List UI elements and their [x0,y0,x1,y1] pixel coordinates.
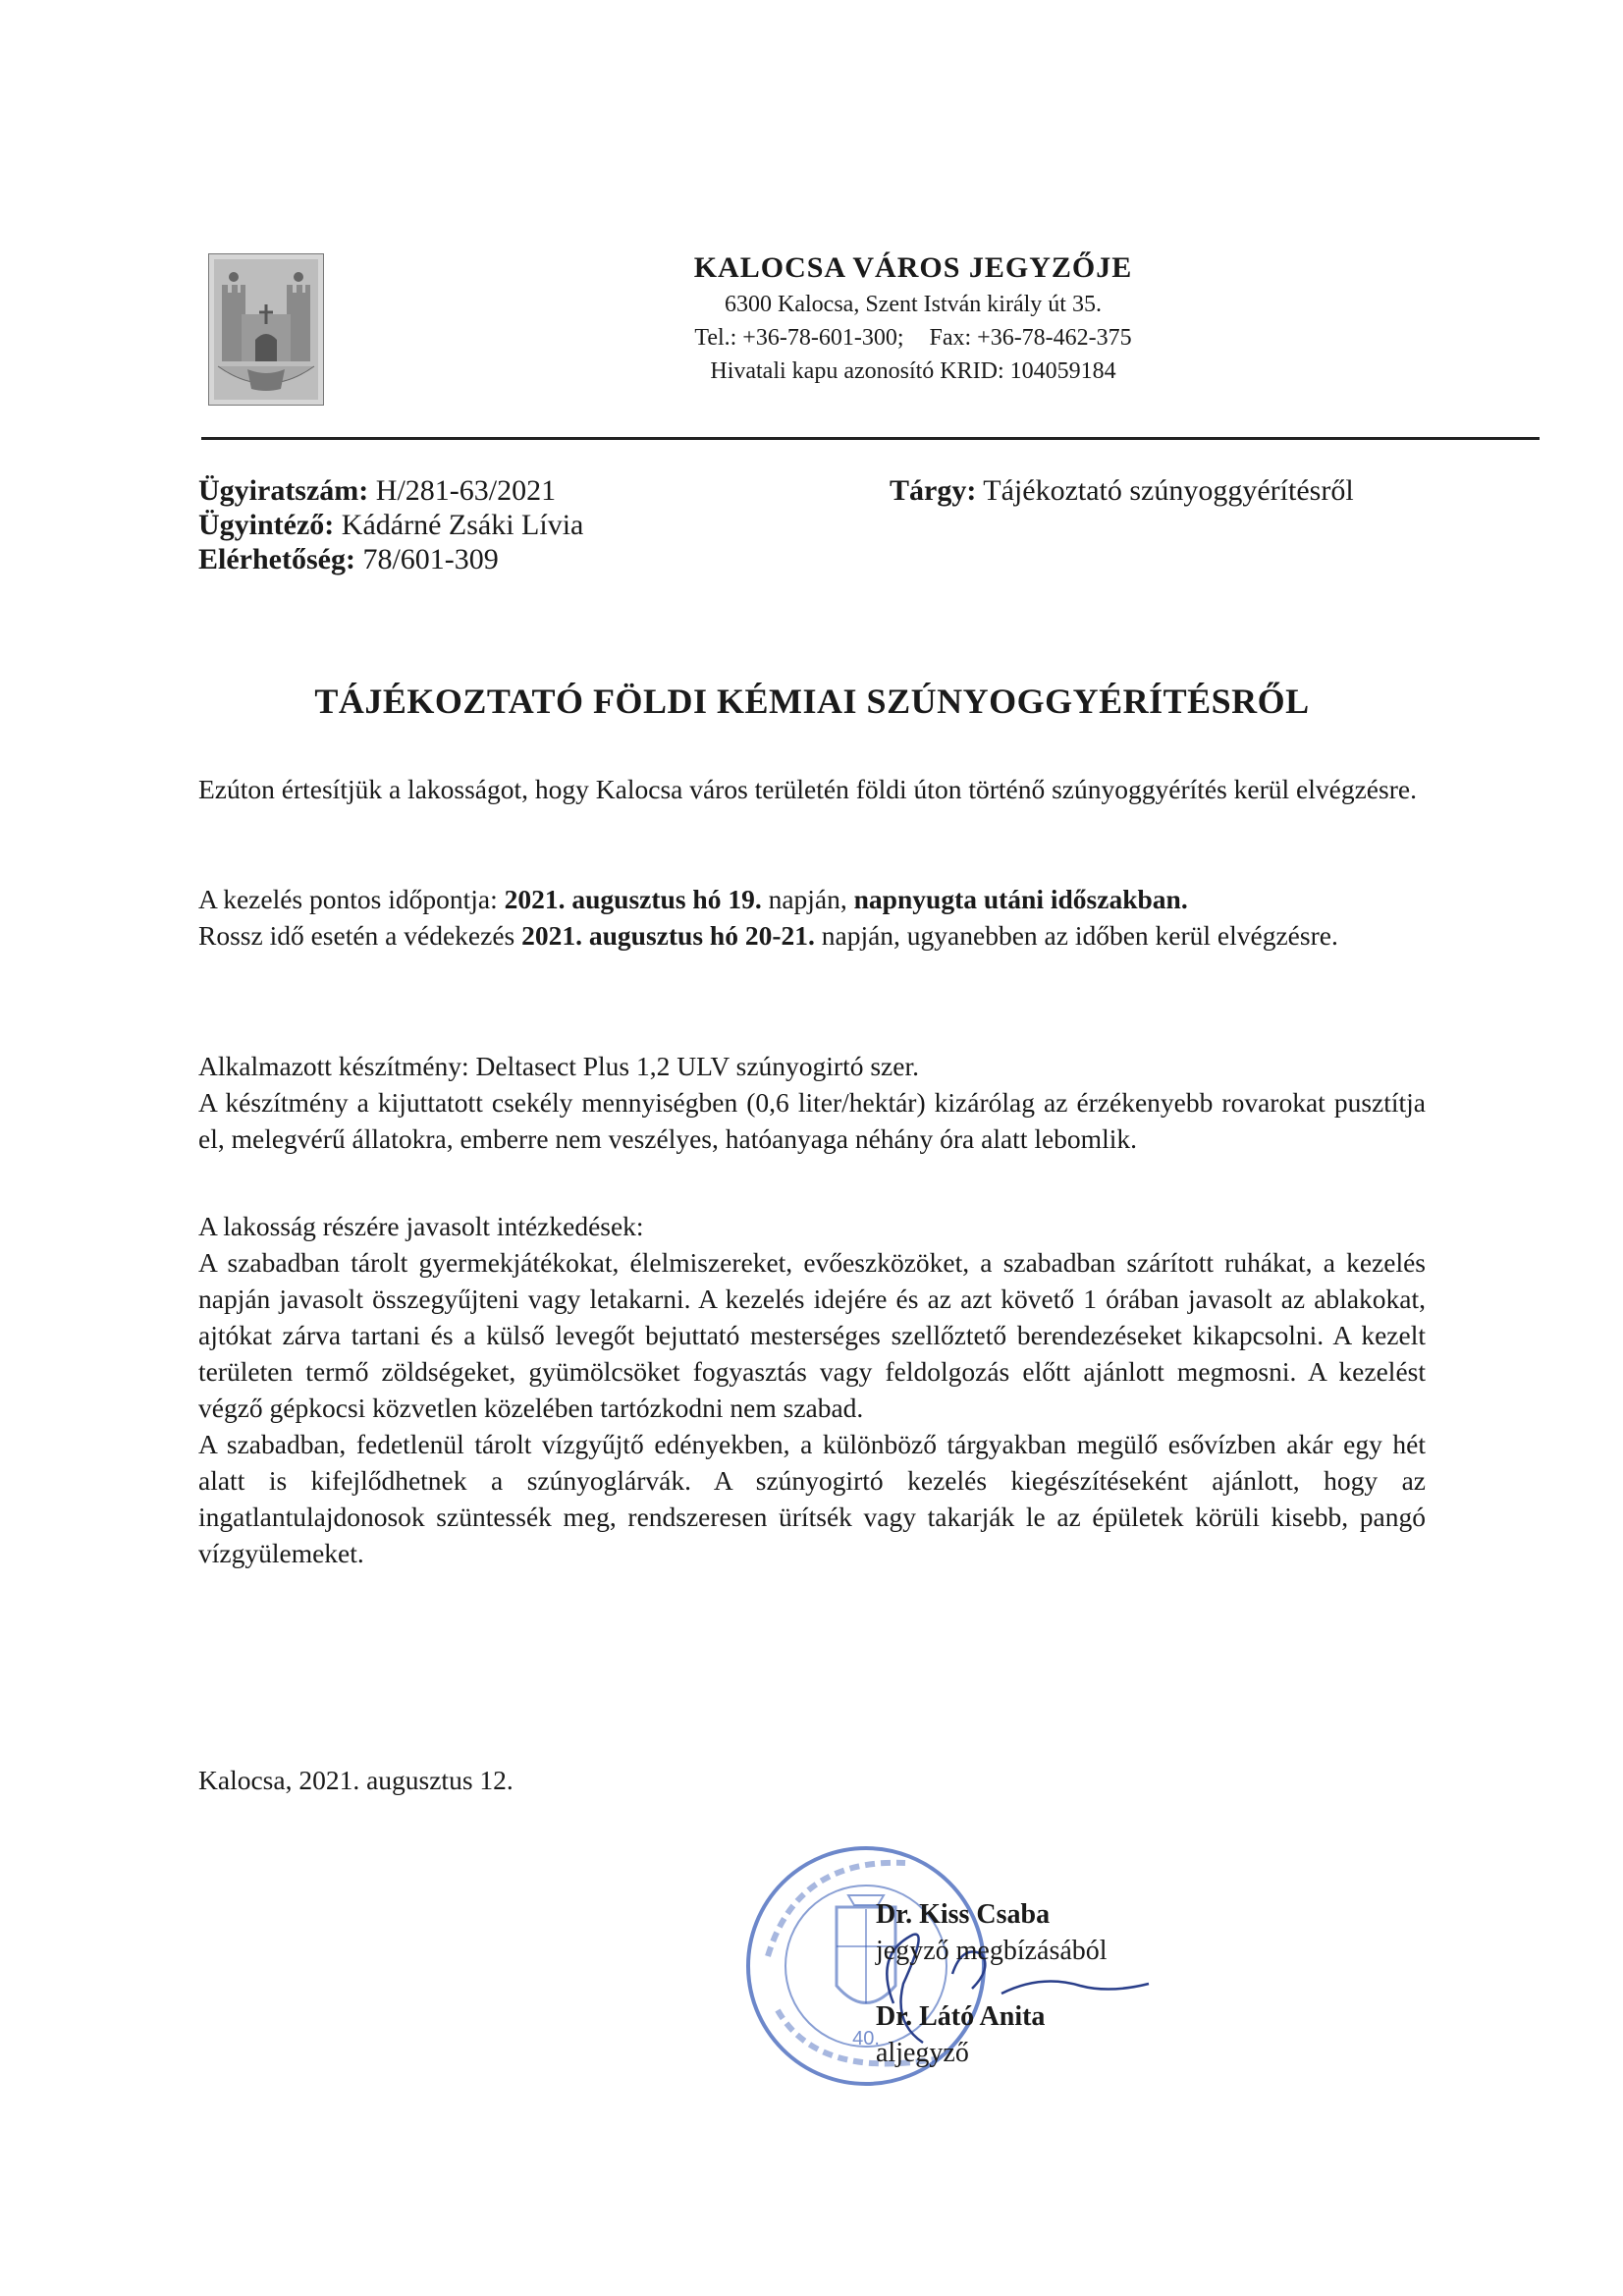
document-date: Kalocsa, 2021. augusztus 12. [198,1765,514,1795]
svg-text:40.: 40. [852,2028,880,2050]
address: 6300 Kalocsa, Szent István király út 35. [725,292,1102,317]
subject: Tárgy: Tájékoztató szúnyoggyérítésről [890,474,1354,507]
case-meta [198,473,583,576]
letterhead [511,248,1316,388]
paragraph-product: Alkalmazott készítmény: Deltasect Plus 1,2 ULV szúnyogirtó szer. A készítmény a kijuttatott csekély mennyiségben (0,6 liter/hektár) kizárólag az érzékenyebb rovarokat pusztítja el, melegvérű állatokra, emberre nem veszélyes, hatóanyaga néhány óra alatt lebomlik. [198,1051,1426,1154]
signatory-1-role: jegyző megbízásából [876,1936,1108,1966]
fax: Fax: +36-78-462-375 [929,325,1132,351]
paragraph-intro: Ezúton értesítjük a lakosságot, hogy Kalocsa város területén földi úton történő szúnyoggyérítés kerül elvégzésre. [198,774,1417,804]
document-title: TÁJÉKOZTATÓ FÖLDI KÉMIAI SZÚNYOGGYÉRÍTÉSRŐL [314,682,1310,721]
measures-heading: A lakosság részére javasolt intézkedések: [198,1211,644,1241]
signatory-2-role: aljegyző [876,2038,969,2068]
coat-of-arms-logo [208,253,324,406]
signatory-1-name: Dr. Kiss Csaba [876,1899,1051,1930]
case-contact: Elérhetőség: 78/601-309 [198,543,499,575]
signatory-2-name: Dr. Látó Anita [876,2001,1046,2032]
phone-fax [511,321,1316,355]
organization-name: KALOCSA VÁROS JEGYZŐJE [693,251,1133,284]
case-clerk: Ügyintéző: Kádárné Zsáki Lívia [198,509,584,541]
krid: Hivatali kapu azonosító KRID: 104059184 [710,358,1116,384]
case-number: Ügyiratszám: H/281-63/2021 [198,474,557,507]
paragraph-measures: A lakosság részére javasolt intézkedések: A szabadban tárolt gyermekjátékokat, élelmiszereket, evőeszközöket, a szabadban szárított ruhákat, a kezelés napján javasolt összegyűjteni vagy letakarni. A kezelés idejére és az azt követő 1 órában javasolt az ablakokat, ajtókat zárva tartani és a külső levegőt bejuttató mesterséges szellőztető berendezéseket kikapcsolni. A kezelt területen termő zöldségeket, gyümölcsöket fogyasztás vagy feldolgozás előtt ajánlott megmosni. A kezelést végző gépkocsi közvetlen közelében tartózkodni nem szabad. A szabadban, fedetlenül tárolt vízgyűjtő edényekben, a különböző tárgyakban megülő esővízben akár egy hét alatt is kifejlődhetnek a szúnyoglárvák. A szúnyogirtó kezelés kiegészítéseként ajánlott, hogy az ingatlantulajdonosok szüntessék meg, rendszeresen ürítsék vagy takarják le az épületek körüli kisebb, pangó vízgyülemeket. [198,1208,1426,1571]
header-divider [201,437,1540,440]
paragraph-schedule: A kezelés pontos időpontja: 2021. augusztus hó 19. napján, napnyugta utáni időszakban. Rossz idő esetén a védekezés 2021. augusztus hó 20-21. napján, ugyanebben az időben kerül elvégzésre. [198,884,1338,951]
phone: Tel.: +36-78-601-300; [694,325,904,351]
